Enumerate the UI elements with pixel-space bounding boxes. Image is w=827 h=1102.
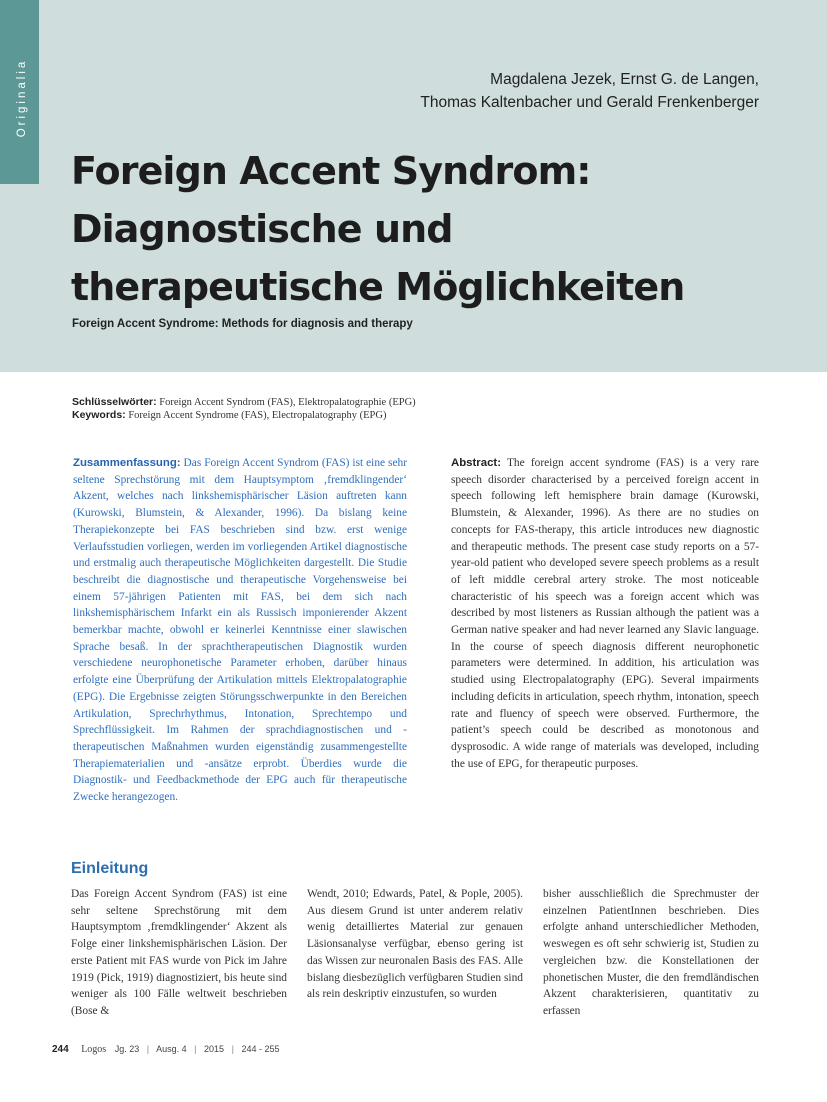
body-column-3: bisher ausschließlich die Sprechmuster der einzelnen PatientInnen beschrieben. Dies erfolgte anhand unterschiedlicher Methoden, weswegen es oft sehr schwierig ist, Studien zu vergleichen bzw. die Konstellationen der phonetischen Muster, die den fremdländischen Akzent charakterisieren, quantitativ zu erfassen [543,888,759,1017]
keywords-en [72,409,772,422]
keywords-de [72,396,772,409]
summary-label: Zusammenfassung: [73,457,181,469]
body-column-1: Das Foreign Accent Syndrom (FAS) ist eine sehr seltene Sprechstörung mit dem Hauptsymptom ‚fremdklingender‘ Akzent als Folge einer linkshemisphärischen Läsion. Der erste Patient mit FAS wurde von Pick im Jahre 1919 (Pick, 1919) diagnostiziert, bis heute sind weniger als 100 Fälle weltweit beschrieben (Bose & [71,888,287,1017]
footer-pages: 244 - 255 [241,1044,280,1054]
authors-line-1: Magdalena Jezek, Ernst G. de Langen, [490,71,759,88]
footer-issue: Ausg. 4 [156,1044,187,1054]
body-column-2: Wendt, 2010; Edwards, Patel, & Pople, 2005). Aus diesem Grund ist unter anderem relativ wenig detailliertes Material zur genauen Läsionsanalyse verfügbar, ebenso gering ist das Wissen zur neuronalen Basis des FAS. Alle bislang diesbezüglich verfügbaren Studien sind als rein deskriptiv einzustufen, so wurden [307,888,523,1001]
summary-de [73,455,407,806]
authors [259,68,759,114]
abstract-label: Abstract: [451,457,502,469]
section-label: Originalia [16,58,28,138]
title-line-1: Foreign Accent Syndrom: [71,149,591,193]
article-subtitle: Foreign Accent Syndrome: Methods for diagnosis and therapy [72,318,413,330]
section-tab [0,0,39,184]
summary-text: Das Foreign Accent Syndrom (FAS) ist eine sehr seltene Sprechstörung mit dem Hauptsymptom ‚fremdklingender‘ Akzent, welches nach linkshemisphärischer Läsion auftreten kann (Kurowski, Blumstein, & Alexander, 1996). Da bislang keine Therapiekonzepte bei FAS beschrieben sind bzw. erst wenige Verlaufsstudien vorliegen, werden im vorliegenden Artikel diagnostische und erstmalig auch therapeutische Möglichkeiten dargestellt. Die Studie beschreibt die diagnostische und therapeutische Vorgehensweise bei einem 57-jährigen Patienten mit FAS, bei dem sich nach linkshemisphärischem Infarkt ein als Russisch imponierender Akzent bemerkbar machte, obwohl er keinerlei Kenntnisse einer slawischen Sprache besaß. In der sprachtherapeutischen Diagnostik wurden verschiedene neurophonetische Parameter erhoben, darüber hinaus erfolgte eine Überprüfung der Artikulation mittels Elektropalatographie (EPG). Die Ergebnisse zeigten Störungsschwerpunkte in den Bereichen Artikulation, Sprechrhythmus, Intonation, Sprechtempo und Sprechflüssigkeit. Im Rahmen der sprachdiagnostischen und -therapeutischen Maßnahmen wurden eigenständig zusammengestellte Therapiematerialien und -ansätze erprobt. Überdies wurde die Diagnostik- und Feedbackmethode der EPG auch für therapeutische Zwecke herangezogen. [73,457,407,804]
footer-volume: Jg. 23 [114,1044,140,1054]
keywords-de-label: Schlüsselwörter: [72,396,157,408]
section-heading-einleitung: Einleitung [71,860,149,877]
footer-year: 2015 [204,1044,225,1054]
abstract-text: The foreign accent syndrome (FAS) is a very rare speech disorder characterised by a perceived foreign accent in speech following left hemisphere brain damage (Kurowski, Blumstein, & Alexander, 1996). As there are no studies on concepts for FAS-therapy, this article introduces new diagnostic and therapeutic methods. The present case study reports on a 57-year-old patient who developed severe speech problems as a result of left middle cerebral artery stroke. The most noticeable characteristic of his speech was a foreign accent which was described by most listeners as Russian although the patient was a German native speaker and had never learned any Slavic language. In the course of speech diagnosis different neurophonetic parameters were determined. In addition, his articulation was studied using Electropalatography (EPG). Several impairments including deficits in articulation, speech rhythm, intonation, speech rate and fluency of speech were observed. Furthermore, the patient’s speech could be described as monotonous and dysprosodic. A wide range of materials was developed, including the use of EPG, for therapeutic purposes. [451,457,759,770]
title-line-3: therapeutische Möglichkeiten [71,265,685,309]
authors-line-2: Thomas Kaltenbacher und Gerald Frenkenberger [420,94,759,111]
footer-separator: | [194,1044,197,1054]
page-footer [52,1044,279,1055]
article-title [71,142,791,316]
page-number: 244 [52,1044,69,1055]
keywords-de-text: Foreign Accent Syndrom (FAS), Elektropalatographie (EPG) [159,397,416,408]
keywords-en-label: Keywords: [72,409,126,421]
journal-name: Logos [81,1044,107,1055]
keywords-en-text: Foreign Accent Syndrome (FAS), Electropalatography (EPG) [128,410,387,421]
footer-separator: | [231,1044,234,1054]
keywords-block [72,396,772,422]
title-line-2: Diagnostische und [71,207,453,251]
abstract-en [451,455,759,772]
footer-separator: | [146,1044,150,1054]
